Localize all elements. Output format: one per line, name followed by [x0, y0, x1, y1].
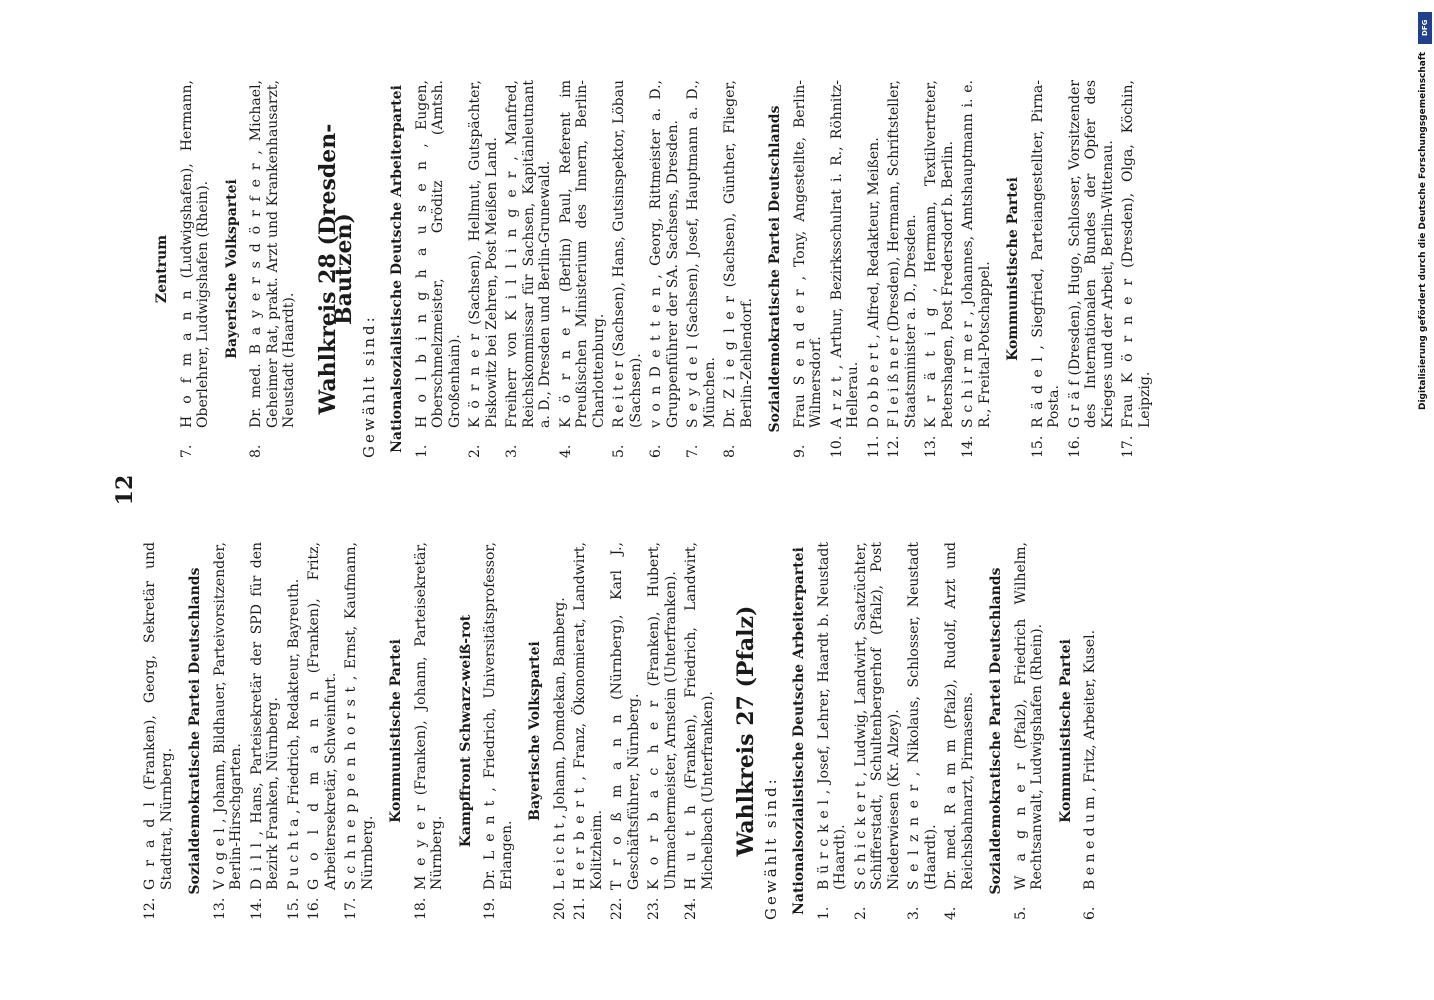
entry-text: S c h i r m e r , Johannes, Amtshauptmann i. e. R., Freital-Potschappel. — [960, 80, 993, 428]
candidate-entry — [306, 542, 339, 920]
entry-text: Dr. med. B a y e r s d ö r f e r , Michael, Geheimer Rat, prakt. Arzt und Krankenhausarzt, Neustadt (Haardt). — [248, 80, 297, 428]
entry-number: 14. — [960, 435, 976, 458]
entry-number: 12. — [886, 435, 902, 458]
entry-number: 18. — [412, 897, 429, 920]
entry-number: 24. — [683, 897, 699, 920]
entry-text: Frau S e n d e r , Tony, Angestellte, Berlin-Wilmersdorf. — [791, 80, 824, 428]
entry-number: 8. — [722, 444, 738, 458]
candidate-entry — [646, 542, 679, 920]
entry-number: 16. — [306, 897, 322, 920]
list-block — [552, 542, 717, 920]
entry-text: P u c h t a , Friedrich, Redakteur, Bayreuth. — [285, 578, 302, 890]
entry-text: D i l l , Hans, Parteisekretär der SPD für den Bezirk Franken, Nürnberg. — [248, 542, 281, 890]
entry-text: H e r b e r t , Franz, Ökonomierat, Landwirt, Kolitzheim. — [572, 542, 605, 890]
list-block — [1013, 542, 1046, 920]
entry-number: 5. — [611, 444, 627, 458]
entry-text: S c h n e p p e n h o r s t , Ernst, Kaufmann, Nürnberg. — [343, 542, 376, 890]
entry-number: 11. — [865, 435, 882, 458]
entry-number: 14. — [248, 897, 265, 920]
entry-number: 17. — [343, 897, 359, 920]
entry-text: G o l d m a n n (Franken), Fritz, Arbeitersekretär, Schweinfurt. — [306, 542, 339, 890]
candidate-entry — [1030, 80, 1063, 458]
entry-number: 4. — [943, 906, 959, 920]
entry-number: 13. — [211, 897, 228, 920]
candidate-entry — [249, 542, 282, 920]
list-block — [413, 542, 446, 920]
candidate-entry — [467, 80, 500, 458]
candidate-entry — [413, 542, 446, 920]
candidate-entry — [1013, 542, 1046, 920]
entry-number: 7. — [685, 444, 701, 458]
elected-label: Gewählt sind: — [359, 314, 378, 458]
entry-text: H o l b i n g h a u s e n , Eugen, Oberschmelzmeister, Gröditz (Amtsh. Großenhain). — [413, 80, 463, 428]
entry-text: G r a d l (Franken), Georg, Sekretär und Stadtrat, Nürnberg. — [142, 542, 175, 890]
candidate-entry — [943, 542, 976, 920]
dfg-logo: DFG — [1418, 12, 1432, 44]
candidate-entry — [685, 80, 718, 458]
candidate-entry — [343, 542, 376, 920]
entry-text: L e i c h t , Johann, Domdekan, Bamberg. — [551, 597, 568, 890]
entry-text: Dr. L e n t , Friedrich, Universitätsprofessor, Erlangen. — [482, 542, 515, 890]
party-heading: Kommunistische Partei — [388, 639, 404, 823]
entry-text: R ä d e l , Siegfried, Parteiangestellter, Pirna-Posta. — [1029, 80, 1062, 428]
party-heading: Kommunistische Partei — [1057, 639, 1074, 823]
party-heading: Sozialdemokratische Partei Deutschlands — [988, 567, 1004, 895]
candidate-entry — [886, 80, 919, 458]
candidate-entry — [504, 80, 554, 458]
entry-text: B e n e d u m , Fritz, Arbeiter, Kusel. — [1082, 629, 1098, 890]
entry-text: A r z t , Arthur, Bezirksschulrat i. R., Röhnitz-Hellerau. — [828, 80, 861, 428]
party-heading: Nationalsozialistische Deutsche Arbeiterpartei — [389, 85, 405, 453]
entry-number: 15. — [1029, 435, 1046, 458]
candidate-entry — [1082, 542, 1099, 920]
list-block — [248, 80, 298, 458]
party-heading: Zentrum — [154, 234, 170, 304]
entry-number: 23. — [646, 897, 662, 920]
entry-number: 17. — [1120, 435, 1136, 458]
entry-number: 1. — [815, 906, 832, 920]
digitization-sidebar — [1418, 12, 1432, 992]
entry-text: K ö r n e r (Sachsen), Hellmut, Gutspächter, Piskowitz bei Zehren, Post Meißen Land. — [467, 80, 500, 428]
entry-number: 2. — [467, 444, 483, 458]
entry-text: Dr. med. R a m m (Pfalz), Rudolf, Arzt und Reichsbahnarzt, Pirmasens. — [943, 542, 976, 890]
entry-number: 21. — [572, 897, 588, 920]
candidate-entry — [722, 80, 755, 458]
left-column — [142, 542, 1103, 920]
candidate-entry — [286, 542, 303, 920]
list-block — [792, 80, 994, 458]
entry-number: 5. — [1012, 906, 1029, 920]
party-heading: Bayerische Volkspartei — [527, 641, 543, 821]
entry-number: 6. — [1082, 906, 1098, 920]
page-number: 12 — [112, 474, 138, 506]
list-block — [142, 542, 175, 920]
entry-number: 15. — [285, 897, 302, 920]
candidate-entry — [248, 80, 298, 458]
entry-number: 16. — [1066, 435, 1083, 458]
party-heading: Bayerische Volkspartei — [223, 179, 240, 359]
elected-label: Gewählt sind: — [761, 776, 780, 920]
candidate-entry — [609, 542, 642, 920]
entry-number: 10. — [828, 435, 845, 458]
candidate-entry — [816, 542, 849, 920]
candidate-entry — [923, 80, 956, 458]
entry-number: 13. — [923, 435, 939, 458]
party-heading: Sozialdemokratische Partei Deutschlands — [187, 567, 203, 895]
entry-text: M e y e r (Franken), Johann, Parteisekretär, Nürnberg. — [412, 542, 445, 890]
entry-number: 6. — [648, 444, 664, 458]
list-block — [1030, 80, 1154, 458]
entry-text: Freiherr von K i l l i n g e r , Manfred, Reichskommissar für Sachsen, Kapitänleutnant a. D., Dresden und Berlin-Grunewald. — [504, 80, 553, 428]
candidate-entry — [906, 542, 939, 920]
entry-text: D o b b e r t , Alfred, Redakteur, Meißen. — [865, 137, 882, 428]
entry-text: B ü r c k e l , Josef, Lehrer, Haardt b. Neustadt (Haardt). — [815, 542, 848, 890]
candidate-entry — [960, 80, 993, 458]
list-block — [414, 80, 756, 458]
entry-text: R e i t e r (Sachsen), Hans, Gutsinspektor, Löbau (Sachsen). — [611, 80, 644, 428]
entry-number: 3. — [504, 444, 520, 458]
scanned-page — [112, 50, 1322, 930]
entry-text: Dr. Z i e g l e r (Sachsen), Günther, Flieger, Berlin-Zehlendorf. — [722, 80, 755, 428]
entry-text: v o n D e t t e n , Georg, Rittmeister a. D., Gruppenführer der SA. Sachsens, Dresden. — [648, 80, 681, 428]
entry-number: 22. — [609, 897, 625, 920]
candidate-entry — [482, 542, 515, 920]
entry-text: S c h i c k e r t , Ludwig, Landwirt, Saatzüchter, Schifferstadt, Schultenbergerhof (Pfalz), Post Niederwiesen (Kr. Alzey). — [852, 542, 902, 890]
candidate-entry — [142, 542, 175, 920]
candidate-entry — [866, 80, 883, 458]
list-block — [1082, 542, 1099, 920]
entry-text: K ö r n e r (Berlin) Paul, Referent im Preußischen Ministerium des Innern, Berlin-Charlottenburg. — [557, 80, 607, 428]
candidate-entry — [552, 542, 569, 920]
candidate-entry — [179, 80, 212, 458]
candidate-entry — [648, 80, 681, 458]
party-heading: Sozialdemokratische Partei Deutschlands — [767, 105, 783, 433]
entry-number: 4. — [557, 444, 574, 458]
candidate-entry — [611, 80, 644, 458]
candidate-entry — [1067, 80, 1117, 458]
entry-text: K r ä t i g , Hermann, Textilvertreter, Petershagen, Post Fredersdorf b. Berlin. — [923, 80, 956, 428]
entry-text: S e y d e l (Sachsen), Josef, Hauptmann a. D., München. — [685, 80, 718, 428]
entry-text: T r o ß m a n n (Nürnberg), Karl J., Geschäftsführer, Nürnberg. — [609, 542, 642, 890]
party-heading: Kommunistische Partei — [1005, 177, 1021, 361]
list-block — [179, 80, 212, 458]
entry-text: V o g e l , Johann, Bildhauer, Parteivorsitzender, Berlin-Hirschgarten. — [211, 542, 244, 890]
candidate-entry — [414, 80, 464, 458]
entry-text: H o f m a n n (Ludwigshafen), Hermann, Oberlehrer, Ludwigshafen (Rhein). — [178, 80, 211, 428]
list-block — [212, 542, 377, 920]
party-heading: Kampffront Schwarz-weiß-rot — [457, 614, 474, 848]
list-block — [816, 542, 977, 920]
entry-number: 2. — [852, 906, 869, 920]
entry-text: Frau K ö r n e r (Dresden), Olga, Köchin, Leipzig. — [1120, 80, 1153, 428]
candidate-entry — [829, 80, 862, 458]
list-block — [482, 542, 515, 920]
entry-text: H u t h (Franken), Friedrich, Landwirt, Michelbach (Unterfranken). — [683, 542, 716, 890]
candidate-entry — [212, 542, 245, 920]
entry-number: 7. — [178, 444, 195, 458]
candidate-entry — [572, 542, 605, 920]
entry-number: 9. — [791, 444, 808, 458]
entry-number: 19. — [482, 897, 498, 920]
entry-number: 1. — [413, 444, 430, 458]
candidate-entry — [683, 542, 716, 920]
district-heading: Wahlkreis 28 (Dresden-Bautzen) — [314, 123, 357, 415]
district-heading: Wahlkreis 27 (Pfalz) — [733, 605, 759, 857]
digitization-note: Digitalisierung gefördert durch die Deutsche Forschungsgemeinschaft — [1418, 51, 1428, 410]
candidate-entry — [853, 542, 903, 920]
entry-text: G r ä f (Dresden), Hugo, Schlosser, Vorsitzender des Internationalen Bundes der Opfer des Krieges und der Arbeit, Berlin-Wittenau. — [1066, 80, 1116, 428]
entry-number: 12. — [142, 897, 158, 920]
candidate-entry — [792, 80, 825, 458]
candidate-entry — [558, 80, 608, 458]
entry-number: 20. — [551, 897, 568, 920]
entry-number: 8. — [248, 444, 264, 458]
entry-number: 3. — [906, 906, 922, 920]
entry-text: K o r b a c h e r (Franken), Hubert, Uhrmachermeister, Arnstein (Unterfranken). — [646, 542, 679, 890]
entry-text: W a g n e r (Pfalz), Friedrich Wilhelm, Rechtsanwalt, Ludwigshafen (Rhein). — [1012, 542, 1045, 890]
entry-text: S e l z n e r , Nikolaus, Schlosser, Neustadt (Haardt). — [906, 542, 939, 890]
right-column — [142, 80, 1157, 458]
candidate-entry — [1120, 80, 1153, 458]
party-heading: Nationalsozialistische Deutsche Arbeiterpartei — [791, 547, 807, 915]
entry-text: F l e i ß n e r (Dresden), Hermann, Schriftsteller, Staatsminister a. D., Dresden. — [886, 80, 919, 428]
